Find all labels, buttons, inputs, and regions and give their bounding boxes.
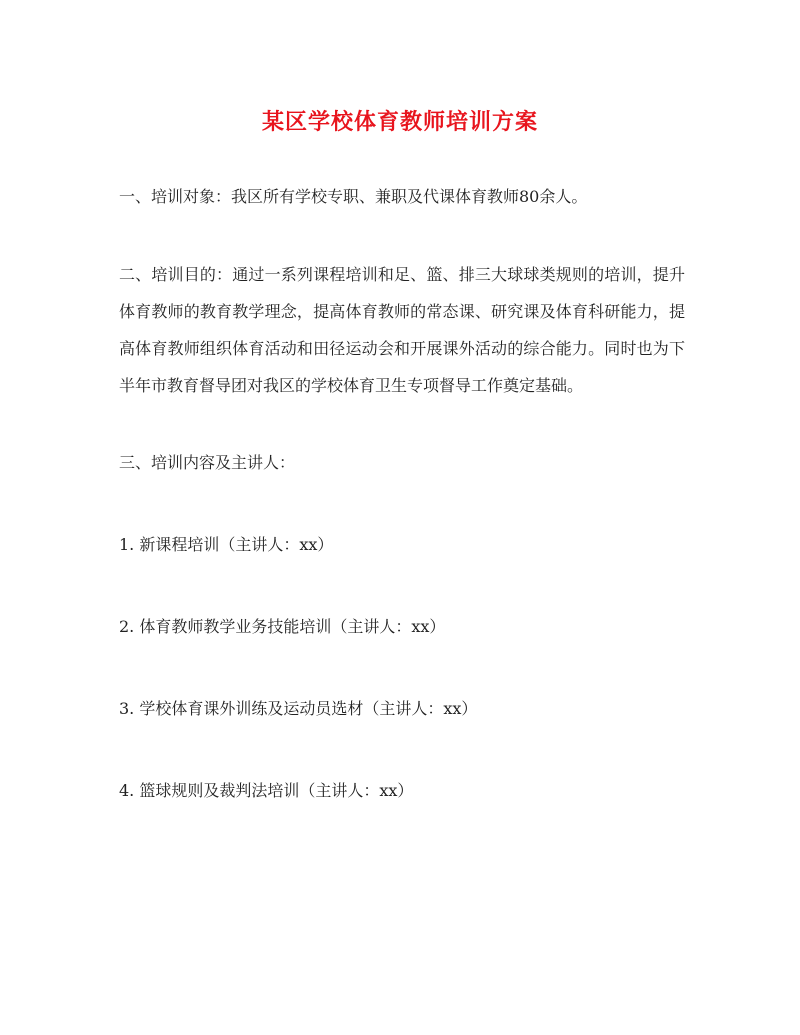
list-item-teaching-skills: 2. 体育教师教学业务技能培训（主讲人：xx） xyxy=(119,617,446,636)
list-item-basketball-rules: 4. 篮球规则及裁判法培训（主讲人：xx） xyxy=(119,781,414,800)
section-training-purpose: 二、培训目的：通过一系列课程培训和足、篮、排三大球球类规则的培训，提升体育教师的教育教学理念，提高体育教师的常态课、研究课及体育科研能力，提高体育教师组织体育活动和田径运动会和开展课外活动的综合能力。同时也为下半年市教育督导团对我区的学校体育卫生专项督导工作奠定基础。 xyxy=(119,265,685,395)
list-item-new-curriculum: 1. 新课程培训（主讲人：xx） xyxy=(119,535,334,554)
section-training-target: 一、培训对象：我区所有学校专职、兼职及代课体育教师80余人。 xyxy=(119,187,588,206)
section-training-content-heading: 三、培训内容及主讲人： xyxy=(119,453,296,472)
document-body xyxy=(119,178,685,854)
document-title: 某区学校体育教师培训方案 xyxy=(261,109,538,135)
list-item-extracurricular-training: 3. 学校体育课外训练及运动员选材（主讲人：xx） xyxy=(119,699,478,718)
